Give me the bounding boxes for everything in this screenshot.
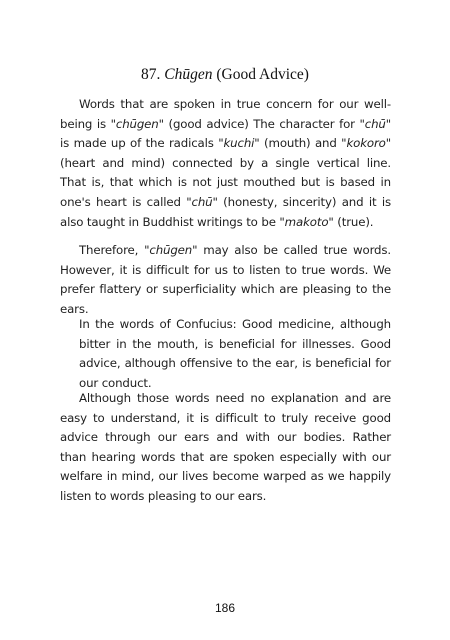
text-run: Words that are spoken in true concern for our well-being is bbox=[60, 97, 391, 131]
text-run: (good advice) The character for bbox=[163, 116, 360, 131]
text-run: Therefore, bbox=[79, 243, 145, 257]
chapter-title bbox=[0, 65, 450, 85]
text-run: (heart and mind) connected by a single vertical line. That is, that which is not just mouthed but is based in one's heart is called bbox=[60, 155, 391, 209]
italic-term: "kuchi" bbox=[218, 136, 260, 151]
italic-term: "chūgen" bbox=[144, 243, 198, 257]
text-run: is made up of the radicals bbox=[60, 136, 219, 151]
chapter-number: 87. bbox=[141, 66, 161, 83]
confucius-quote: In the words of Confucius: Good medicine, although bitter in the mouth, is beneficial for illnesses. Good advice, although offensive to the ear, is beneficial for our conduct. bbox=[79, 317, 391, 390]
italic-term: "chūgen" bbox=[110, 116, 164, 131]
paragraph-4: Although those words need no explanation and are easy to understand, it is difficult to truly receive good advice through our ears and with our bodies. Rather than hearing words that are spoken especially with our welfare in mind, our lives become warped as we happily listen to words pleasing to our ears. bbox=[60, 391, 391, 503]
chapter-term: Chūgen bbox=[164, 66, 213, 83]
text-run: (mouth) and bbox=[259, 136, 342, 151]
italic-term: "chū" bbox=[359, 116, 392, 131]
text-run: (true). bbox=[333, 214, 374, 229]
paragraph-2 bbox=[60, 241, 391, 319]
italic-term: "makoto" bbox=[279, 214, 334, 229]
page-number: 186 bbox=[214, 601, 236, 615]
text-run: (honesty, sincerity) and it is also taught in Buddhist writings to be bbox=[60, 194, 392, 229]
paragraph-1 bbox=[60, 95, 391, 232]
chapter-gloss: (Good Advice) bbox=[216, 66, 309, 83]
italic-term: "kokoro" bbox=[341, 136, 391, 151]
italic-term: "chū" bbox=[186, 194, 218, 209]
text-run: may also be called true words. However, it is difficult for us to listen to true words. We prefer flattery or superficiality which are pleasing to the ears. bbox=[60, 243, 391, 316]
